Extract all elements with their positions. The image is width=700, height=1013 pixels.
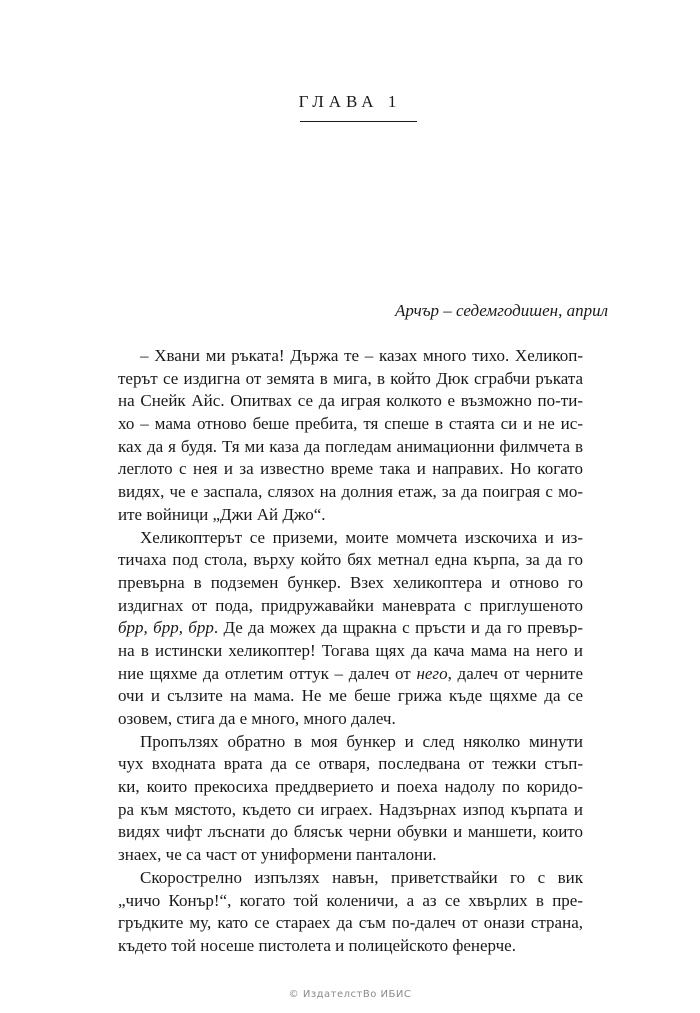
body-text bbox=[118, 345, 583, 958]
text-line: „чичо Конър!“, когато той коленичи, а аз се хвърлих в пре- bbox=[118, 890, 583, 910]
text-line: ки, които прекосиха преддверието и поеха надолу по коридо- bbox=[118, 777, 583, 797]
chapter-title: ГЛАВА 1 bbox=[298, 92, 402, 111]
text-line: ите войници „Джи Ай Джо“. bbox=[118, 504, 326, 524]
text-line: Хеликоптерът се приземи, моите момчета изскочиха и из- bbox=[140, 527, 583, 547]
text-line: видях чифт лъснати до блясък черни обувки и маншети, които bbox=[118, 822, 583, 842]
text-line: чух входната врата да се отваря, последвана от тежки стъп- bbox=[118, 754, 583, 774]
text-line: очи и сълзите на мама. Не ме беше грижа къде щяхме да се bbox=[118, 686, 583, 706]
text-line: леглото с нея и за известно време така и направих. Но когато bbox=[118, 459, 583, 479]
text-line: ние щяхме да отлетим оттук – далеч от него, далеч от черните bbox=[118, 663, 583, 683]
paragraph bbox=[118, 867, 583, 958]
text-line: хо – мама отново беше пребита, тя спеше в стаята си и не ис- bbox=[118, 414, 583, 434]
paragraph bbox=[118, 731, 583, 867]
text-line: издигнах от пода, придружавайки маневрата с приглушеното bbox=[118, 595, 583, 615]
paragraph bbox=[118, 345, 583, 527]
paragraph bbox=[118, 527, 583, 731]
text-line: видях, че е заспала, слязох на долния етаж, за да поиграя с мо- bbox=[118, 482, 583, 502]
text-line: ках да я будя. Тя ми каза да погледам анимационни филмчета в bbox=[118, 436, 583, 456]
publisher-copyright: © ИздателстВо ИБИС bbox=[288, 989, 412, 1000]
text-line: знаех, че са част от униформени панталони. bbox=[118, 845, 437, 865]
text-line: Пропълзях обратно в моя бункер и след няколко минути bbox=[140, 731, 583, 751]
text-line: ра към мястото, където си играех. Надзърнах изпод кърпата и bbox=[118, 799, 583, 819]
text-line: където той носеше пистолета и полицейското фенерче. bbox=[118, 935, 516, 955]
emphasized-text: него bbox=[416, 663, 448, 683]
text-line: превърна в подземен бункер. Взех хеликоптера и отново го bbox=[118, 572, 583, 592]
text-line: на в истински хеликоптер! Тогава щях да кача мама на него и bbox=[118, 640, 583, 660]
text-line: тичаха под стола, върху който бях метнал една кърпа, за да го bbox=[118, 550, 583, 570]
text-line: брр, брр, брр. Де да можех да щракна с пръсти и да го превър- bbox=[118, 618, 583, 638]
text-line: – Хвани ми ръката! Държа те – казах много тихо. Хеликоп- bbox=[140, 346, 583, 365]
text-line: Скорострелно изпълзях навън, приветствайки го с вик bbox=[140, 867, 583, 887]
text-line: терът се издигна от земята в мига, в който Дюк сграбчи ръката bbox=[118, 368, 583, 388]
text-line: гръдките му, като се стараех да съм по-далеч от онази страна, bbox=[118, 913, 583, 933]
emphasized-text: брр, брр, брр bbox=[118, 618, 214, 638]
chapter-title-underline bbox=[300, 121, 417, 122]
text-line: озовем, стига да е много, много далеч. bbox=[118, 709, 396, 728]
text-line: на Снейк Айс. Опитвах се да играя колкото е възможно по-ти- bbox=[118, 391, 583, 411]
epigraph: Арчър – седемгодишен, април bbox=[394, 301, 608, 320]
